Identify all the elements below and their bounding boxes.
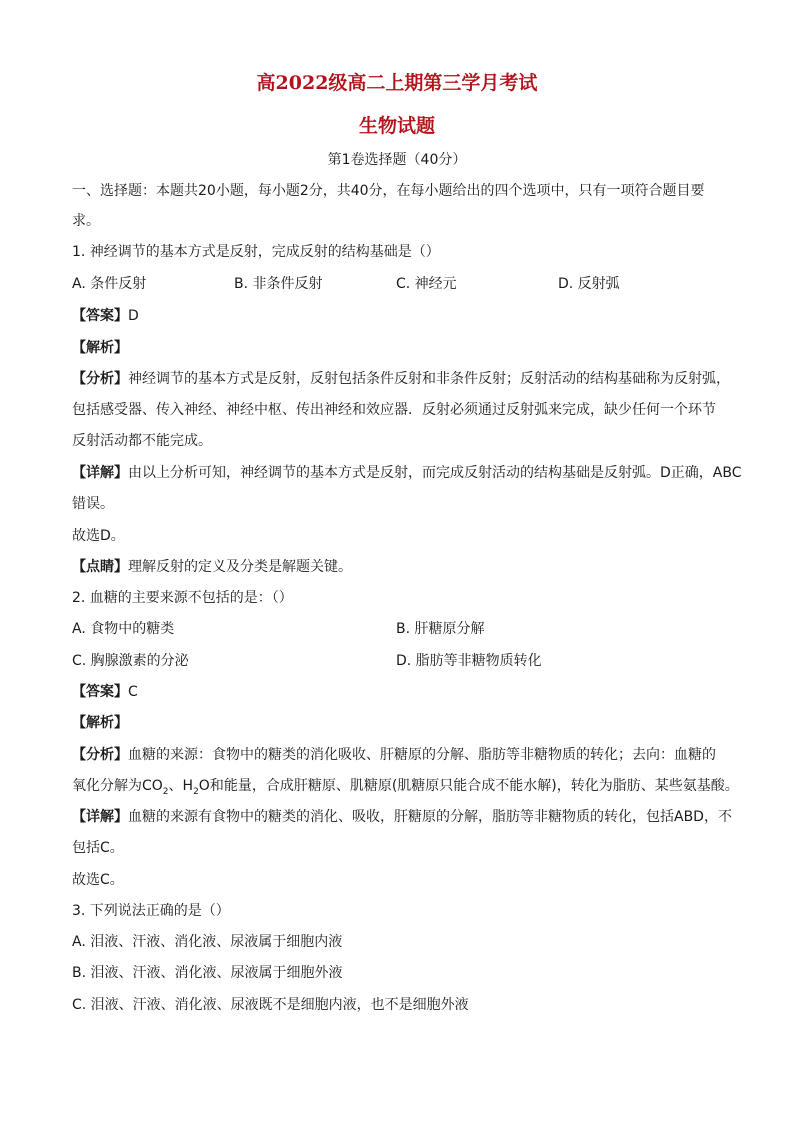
q2-detail-line-1 bbox=[72, 807, 732, 827]
q1-answer bbox=[72, 306, 139, 326]
co2-subscript: 2 bbox=[162, 786, 169, 797]
q1-fenxi-line-1 bbox=[72, 369, 730, 389]
q2-conclusion: 故选C。 bbox=[72, 872, 124, 888]
question-1-stem: 1. 神经调节的基本方式是反射，完成反射的结构基础是（） bbox=[72, 244, 440, 260]
q3-option-b: B. 泪液、汗液、消化液、尿液属于细胞外液 bbox=[72, 965, 343, 981]
fenxi-tag: 【分析】 bbox=[72, 747, 128, 763]
q2-answer bbox=[72, 682, 138, 702]
answer-tag: 【答案】 bbox=[72, 308, 128, 324]
h2o-subscript: 2 bbox=[193, 786, 199, 797]
q1-detail-line-1 bbox=[72, 463, 742, 483]
q2-option-b: B. 肝糖原分解 bbox=[396, 621, 485, 637]
q2-fenxi-line-2 bbox=[72, 776, 739, 796]
q1-comment-text: 理解反射的定义及分类是解题关键。 bbox=[128, 559, 352, 575]
q1-option-a: A. 条件反射 bbox=[72, 276, 147, 292]
comment-tag: 【点睛】 bbox=[72, 559, 128, 575]
q2-fenxi-text-2a: 氧化分解为CO bbox=[72, 778, 163, 794]
answer-tag: 【答案】 bbox=[72, 684, 128, 700]
subject-title: 生物试题 bbox=[358, 115, 435, 137]
q2-fenxi-line-1 bbox=[72, 745, 716, 765]
q2-answer-value: C bbox=[128, 684, 138, 700]
q3-option-a: A. 泪液、汗液、消化液、尿液属于细胞内液 bbox=[72, 934, 343, 950]
q2-detail-line-2: 包括C。 bbox=[72, 840, 124, 856]
q2-analysis-tag bbox=[72, 713, 128, 733]
q2-option-a: A. 食物中的糖类 bbox=[72, 621, 175, 637]
question-3-stem: 3. 下列说法正确的是（） bbox=[72, 903, 230, 919]
detail-tag: 【详解】 bbox=[72, 465, 128, 481]
instructions-line-2: 求。 bbox=[72, 213, 100, 229]
instructions-line-1: 一、选择题：本题共20小题，每小题2分，共40分，在每小题给出的四个选项中，只有一项符合题目要 bbox=[72, 183, 705, 199]
analysis-tag: 【解析】 bbox=[72, 340, 128, 356]
q1-option-d: D. 反射弧 bbox=[558, 276, 620, 292]
q1-fenxi-line-3: 反射活动都不能完成。 bbox=[72, 433, 212, 449]
q2-fenxi-text-1: 血糖的来源：食物中的糖类的消化吸收、肝糖原的分解、脂肪等非糖物质的转化；去向：血糖的 bbox=[128, 747, 716, 763]
q1-fenxi-line-2: 包括感受器、传入神经、神经中枢、传出神经和效应器．反射必须通过反射弧来完成，缺少任何一个环节 bbox=[72, 402, 716, 418]
q1-answer-value: D bbox=[128, 308, 139, 324]
fenxi-tag: 【分析】 bbox=[72, 371, 128, 387]
q1-comment bbox=[72, 557, 352, 577]
exam-title: 高2022级高二上期第三学月考试 bbox=[256, 72, 538, 94]
q1-conclusion: 故选D。 bbox=[72, 528, 125, 544]
q3-option-c: C. 泪液、汗液、消化液、尿液既不是细胞内液，也不是细胞外液 bbox=[72, 997, 469, 1013]
q2-fenxi-text-2b: 、H bbox=[168, 778, 194, 794]
q1-detail-line-2: 错误。 bbox=[72, 496, 114, 512]
q1-option-c: C. 神经元 bbox=[396, 276, 457, 292]
q1-fenxi-text-1: 神经调节的基本方式是反射，反射包括条件反射和非条件反射；反射活动的结构基础称为反射弧， bbox=[128, 371, 730, 387]
q2-option-c: C. 胸腺激素的分泌 bbox=[72, 653, 189, 669]
q1-detail-text-1: 由以上分析可知，神经调节的基本方式是反射，而完成反射活动的结构基础是反射弧。D正确，ABC bbox=[128, 465, 742, 481]
q2-detail-text-1: 血糖的来源有食物中的糖类的消化、吸收，肝糖原的分解，脂肪等非糖物质的转化，包括ABD，不 bbox=[128, 809, 732, 825]
q2-fenxi-text-2c: O和能量，合成肝糖原、肌糖原(肌糖原只能合成不能水解)，转化为脂肪、某些氨基酸。 bbox=[198, 778, 739, 794]
detail-tag: 【详解】 bbox=[72, 809, 128, 825]
question-2-stem: 2. 血糖的主要来源不包括的是：（） bbox=[72, 590, 293, 606]
q1-analysis-tag bbox=[72, 338, 128, 358]
q2-option-d: D. 脂肪等非糖物质转化 bbox=[396, 653, 542, 669]
analysis-tag: 【解析】 bbox=[72, 715, 128, 731]
section-heading: 第1卷选择题（40分） bbox=[327, 152, 467, 168]
q1-option-b: B. 非条件反射 bbox=[234, 276, 323, 292]
